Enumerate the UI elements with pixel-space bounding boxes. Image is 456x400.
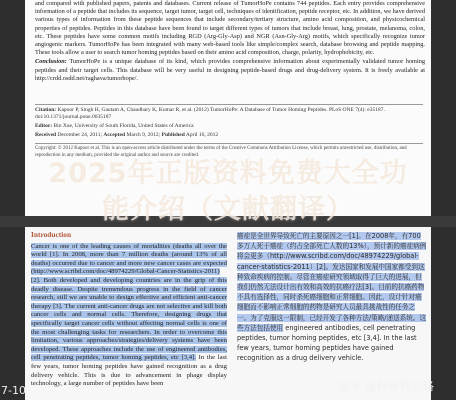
divider <box>35 104 423 105</box>
received-label: Received <box>35 132 57 138</box>
banner-line-1: 2025年正版资料免费大全功 <box>48 158 408 189</box>
divider <box>35 143 423 144</box>
page-number: 7-10 <box>1 384 26 397</box>
abstract-paragraph: and compared with published papers, patents and databases. Current release of TumorHoPe contains 744 peptides. Each entry provides comprehensive information of a peptide that includes its sequence, target tumor, target cell, techniques of identification, peptide receptor, etc. In addition, we have derived various types of information from these peptide sequences that include secondary/tertiary structure, amino acid composition, and physicochemical properties of peptides. Peptides in this database have been found to target different types of tumors that include breast, lung, prostate, melanoma, colon, etc. These peptides have some common motifs including RGD (Arg-Gly-Asp) and NGR (Asn-Gly-Arg) motifs, which specifically recognize tumor angiogenic markers. TumorHoPe has been integrated with many web-based tools like simple/complex search, database browsing and peptide mapping. These tools allow a user to search tumor homing peptides based on their amino acid composition, charge, polarity, hydrophobicity, etc. <box>35 0 425 57</box>
editor-text: Bin Xue, University of South Florida, United States of America <box>53 123 194 129</box>
editor-label: Editor: <box>35 123 53 129</box>
abstract-conclusion <box>35 58 425 83</box>
citation <box>35 107 425 121</box>
article-meta <box>35 107 425 141</box>
intro-text: In the last few years, tumor homing peptides have gained recognition as a drug delivery vehicle. This is due to advancement in phage display technology, a large number of peptides have been <box>31 354 228 388</box>
translation-column <box>237 231 427 364</box>
received-date: December 24, 2011; <box>57 132 102 138</box>
copyright-text: Copyright: © 2012 Kapoor et al. This is an open-access article distributed under the terms of the Creative Commons Attribution License, which permits unrestricted use, distribution, and reproduction in any medium, provided the original author and source are credited. <box>35 146 407 158</box>
intro-heading: Introduction <box>31 230 72 239</box>
abstract-block <box>35 0 425 84</box>
accepted-label: Accepted <box>103 132 126 138</box>
intro-highlighted-text[interactable]: Cancer is one of the leading causes of mortalities (deaths all over the world [1]. In 2008, more than 7 million deaths (around 13% of all deaths) occurred due to cancer and more new cancer cases are expected (http://www.scribd.com/doc/48974229/Global-Cancer-Statistics-2011) [2]. Both developed and developing countries are in the grip of this deadly disease. Despite tremendous progress in the field of cancer research, still we are unable to design effective and efficient anti-cancer therapy [3]. The current anti-cancer drugs are not selective and kill both cancer cells and normal cells. Therefore, designing drugs that specifically target cancer cells without affecting normal cells is one of the most challenging tasks for researchers. In order to overcome this limitation, various approaches/strategies/delivery systems have been developed. These approaches include the use of engineered antibodies, cell penetrating peptides, tumor homing peptides, etc [3,4]. <box>31 242 227 362</box>
intro-column <box>31 231 227 389</box>
translation-highlighted-text[interactable]: 癌症是全世界导致死亡的主要原因之一[1]。在2008年，有700多万人死于癌症（约占全部死亡人数的13%），预计新的癌症病例将会更多（http://www.scribd.com/doc/48974229/global-cancer-statistics-2011）[2]。发达国家和发展中国家都受到这种致命疾病的控制。尽管在癌症研究领域取得了巨大的进展，但我们仍然无法设计出有效和高效的抗癌疗法[3]。目前的抗癌药物不具有选择性，同时杀死癌细胞和正常细胞。因此，设计针对癌细胞而不影响正常细胞的药物是研究人员最具挑战性的任务之一。为了克服这一限制，已经开发了各种方法/策略/递送系统。这些方法包括使用 <box>237 232 427 332</box>
translation-text: engineered antibodies, cell penetrating peptides, tumor homing peptides, etc [3,4]. In the last few years, tumor homing peptides have gained recognition as a drug delivery vehicle. <box>237 323 417 363</box>
published-label: Published <box>161 132 185 138</box>
published-date: April 16, 2012 <box>185 132 219 138</box>
conclusion-label: Conclusion: <box>35 58 67 66</box>
citation-label: Citation: <box>35 107 57 113</box>
dates <box>35 132 425 139</box>
editor <box>35 123 425 130</box>
citation-text: Kapoor P, Singh H, Gautam A, Chaudhary K, Kumar R, et al. (2012) TumorHoPe: A Database of Tumor Homing Peptides. PLoS ONE 7(4): e35187. doi:10.1371/journal.pone.0035187 <box>35 107 385 120</box>
banner-line-2: 能介绍（文献翻译） <box>102 194 354 225</box>
conclusion-text: TumorHoPe is a unique database of its kind, which provides comprehensive information about experimentally validated tumor homing peptides and their target cells. This database will be very useful in designing peptide-based drugs and drug-delivery system. It is freely available at http://crdd.osdd.net/raghava/tumorhope/. <box>35 58 425 82</box>
paper-page-bottom <box>25 227 431 400</box>
watermark: 知乎 @科研狗之路 <box>338 379 434 393</box>
title-banner <box>0 156 456 228</box>
accepted-date: March 9, 2012; <box>126 132 161 138</box>
